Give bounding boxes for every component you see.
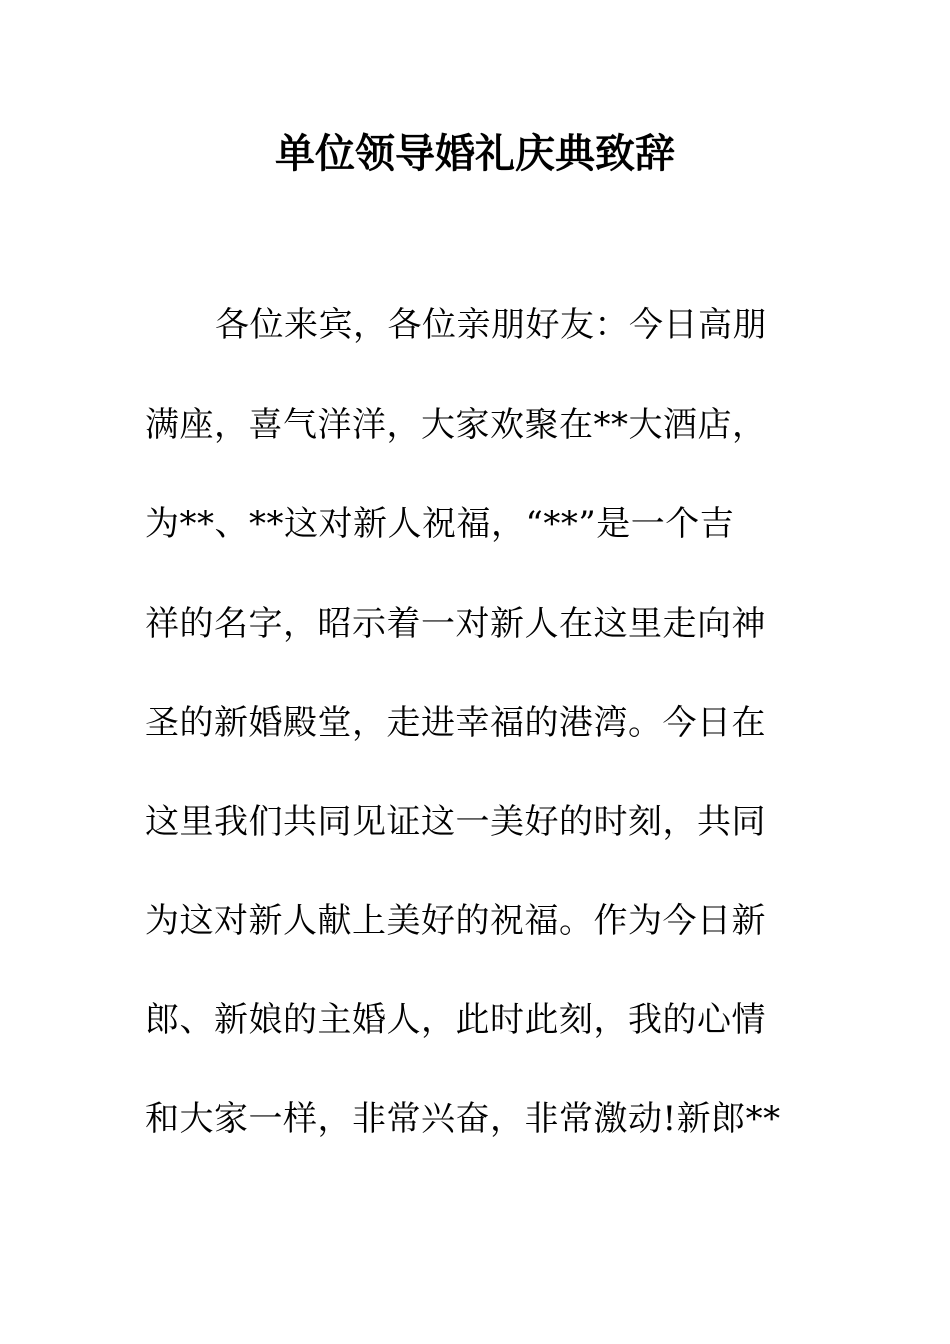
paragraph-line: 这里我们共同见证这一美好的时刻，共同: [145, 802, 766, 842]
paragraph-line: 郎、新娘的主婚人，此时此刻，我的心情: [145, 1000, 766, 1040]
paragraph-line: 各位来宾，各位亲朋好友：今日高朋: [215, 305, 767, 345]
paragraph-line: 为这对新人献上美好的祝福。作为今日新: [145, 901, 766, 941]
paragraph-line: 满座，喜气洋洋，大家欢聚在**大酒店，: [145, 405, 767, 445]
paragraph-line: 圣的新婚殿堂，走进幸福的港湾。今日在: [145, 703, 766, 743]
paragraph-line: 祥的名字，昭示着一对新人在这里走向神: [145, 604, 766, 644]
paragraph-line: 和大家一样，非常兴奋，非常激动!新郎**: [145, 1099, 781, 1139]
paragraph-line: 为**、**这对新人祝福，“**”是一个吉: [145, 504, 735, 544]
document-title: 单位领导婚礼庆典致辞: [275, 130, 675, 177]
